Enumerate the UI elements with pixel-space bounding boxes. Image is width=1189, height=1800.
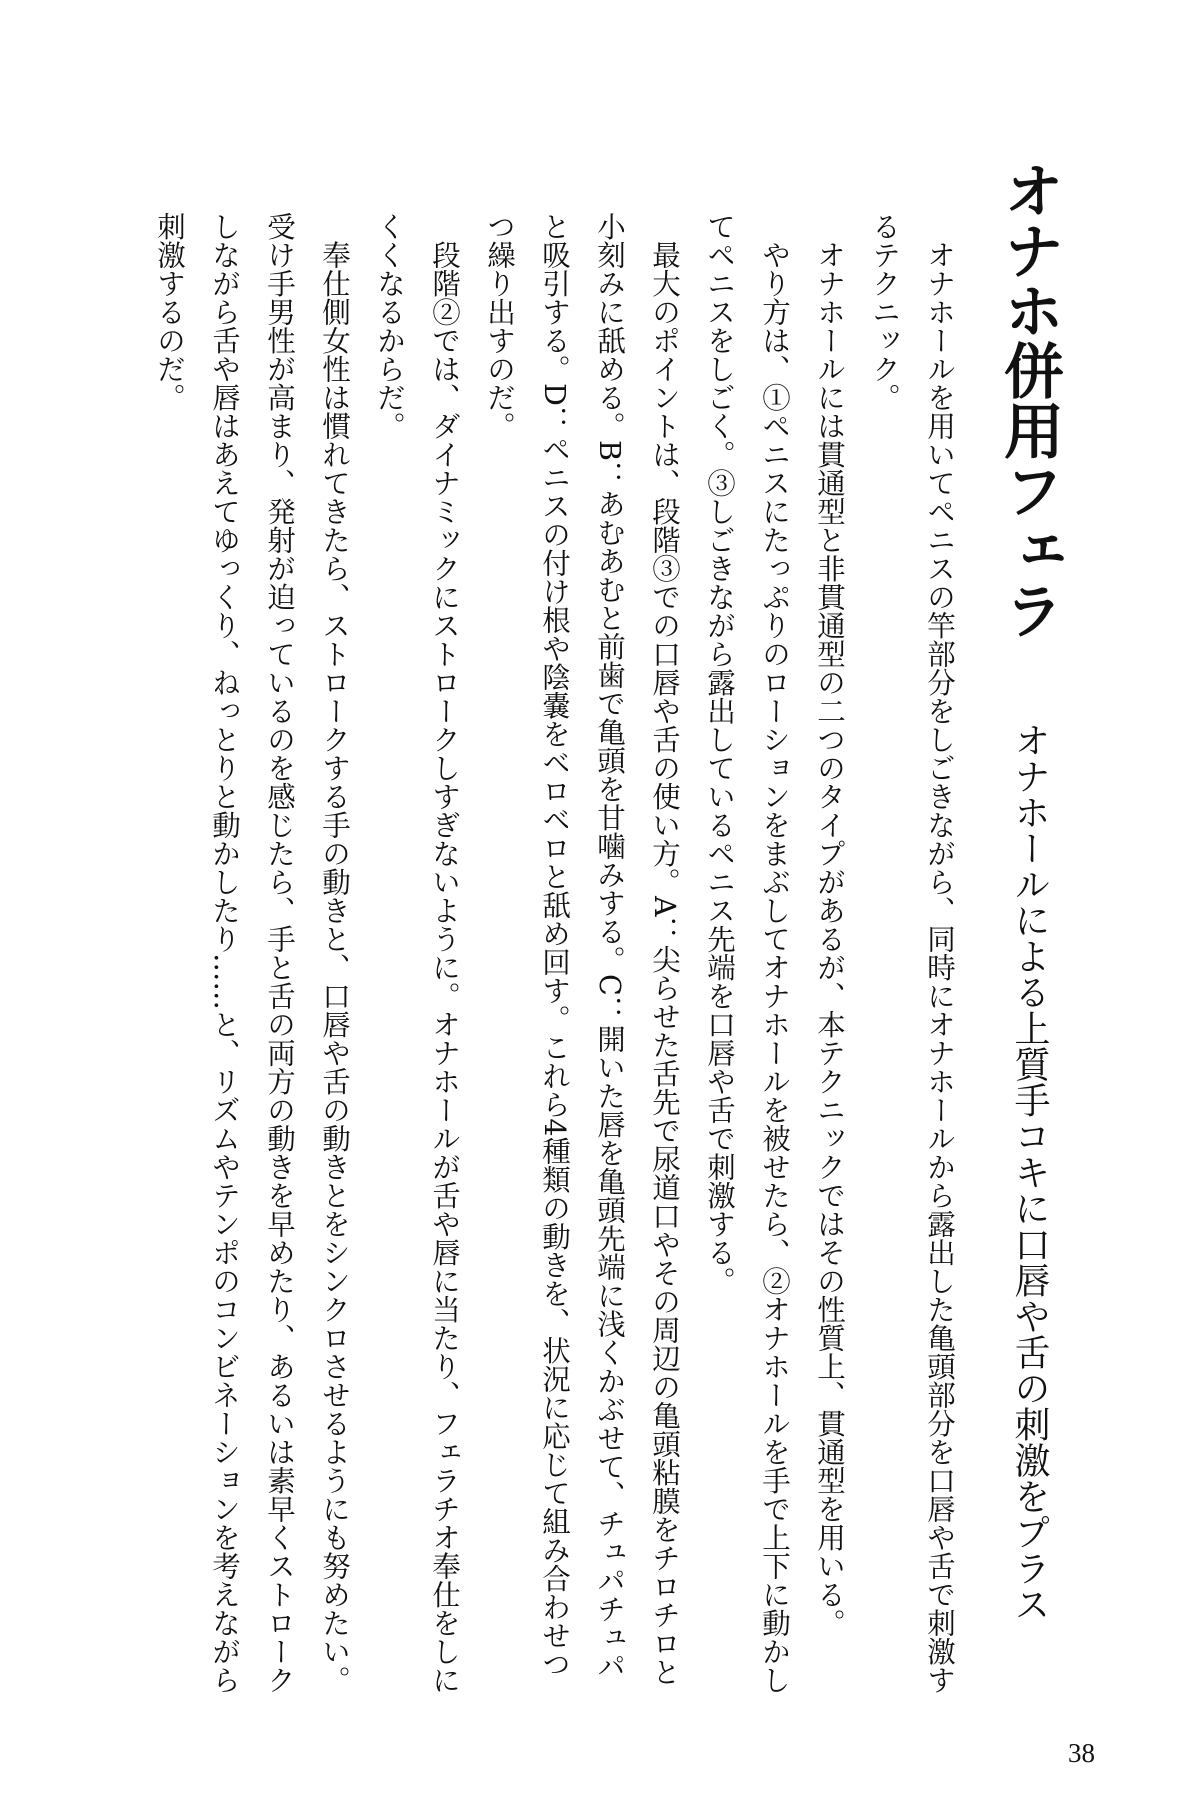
page-number: 38 xyxy=(1068,1738,1095,1768)
text-line: 受け手男性が高まり、発射が迫っているのを感じたら、手と舌の両方の動きを早めたり、あるいは素早くストローク xyxy=(263,212,296,1694)
text-line: 最大のポイントは、段階③での口唇や舌の使い方。A：尖らせた舌先で尿道口やその周辺の亀頭粘膜をチロチロと xyxy=(648,212,681,1687)
text-line: 刺激するのだ。 xyxy=(153,212,186,412)
text-line: オナホールには貫通型と非貫通型の二つのタイプがあるが、本テクニックではその性質上、貫通型を用いる。 xyxy=(813,212,846,1637)
text-line: 段階②では、ダイナミックにストロークしすぎないように。オナホールが舌や唇に当たり、フェラチオ奉仕をしに xyxy=(428,212,461,1694)
text-line: と吸引する。D：ペニスの付け根や陰嚢をベロベロと舐め回す。これら4種類の動きを、状況に応じて組み合わせつ xyxy=(538,212,571,1678)
text-line: 奉仕側女性は慣れてきたら、ストロークする手の動きと、口唇や舌の動きとをシンクロさせるようにも努めたい。 xyxy=(318,212,351,1694)
body-text xyxy=(142,212,967,1694)
text-line: つ繰り出すのだ。 xyxy=(483,212,516,440)
text-line: しながら舌や唇はあえてゆっくり、ねっとりと動かしたり……と、リズムやテンポのコンビネーションを考えながら xyxy=(208,212,241,1694)
text-line: 小刻みに舐める。B：あむあむと前歯で亀頭を甘噛みする。C：開いた唇を亀頭先端に浅くかぶせて、チュパチュパ xyxy=(593,212,626,1680)
text-line: やり方は、①ペニスにたっぷりのローションをまぶしてオナホールを被せたら、②オナホールを手で上下に動かし xyxy=(758,212,791,1694)
text-line: るテクニック。 xyxy=(868,212,901,412)
text-line: オナホールを用いてペニスの竿部分をしごきながら、同時にオナホールから露出した亀頭部分を口唇や舌で刺激す xyxy=(923,212,956,1694)
text-line: くくなるからだ。 xyxy=(373,212,406,440)
page-subtitle: オナホールによる上質手コキに口唇や舌の刺激をプラス xyxy=(1009,722,1050,1622)
page-title: オナホ併用フェラ xyxy=(994,160,1064,640)
text-line: てペニスをしごく。③しごきながら露出しているペニス先端を口唇や舌で刺激する。 xyxy=(703,212,736,1295)
